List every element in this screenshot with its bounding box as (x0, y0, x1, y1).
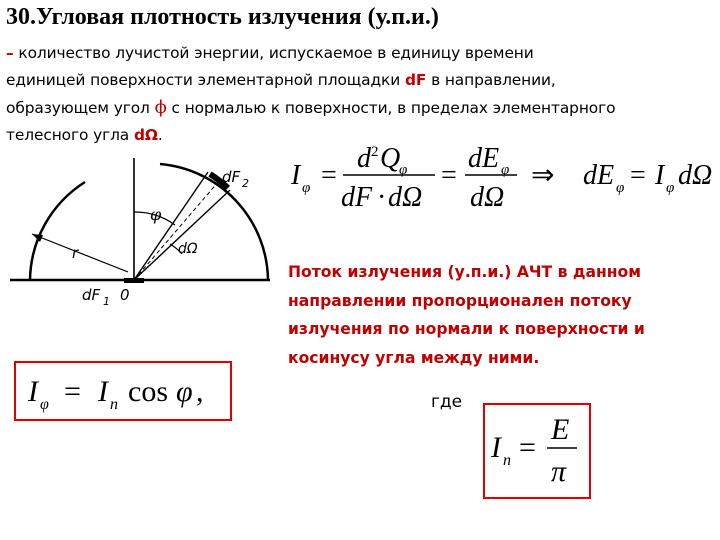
dOmega-term: dΩ (133, 126, 158, 144)
box2-I: I (491, 431, 501, 464)
normal-intensity-formula (485, 405, 588, 496)
denominator-dF: dF (341, 182, 373, 213)
numerator-dE: dE (468, 143, 500, 174)
rhs-dE: dE (583, 160, 615, 191)
box-I-phi: I (28, 375, 38, 408)
rhs-eq: = (630, 160, 646, 191)
cone-axis-dashed (134, 181, 219, 280)
cone-line-1 (134, 172, 208, 280)
cosine-law-formula (16, 363, 229, 418)
hemisphere-arc-left (30, 182, 85, 280)
numerator2-phi-sub: φ (501, 162, 510, 178)
label-dF1: dF (82, 286, 101, 304)
box-n-sub: n (110, 396, 118, 413)
normal-intensity-box (483, 403, 591, 499)
implies-arrow: ⇒ (531, 160, 555, 191)
cosine-law-box (14, 361, 232, 421)
description-line-2: единицей поверхности элементарной площадки dF в направлении, (6, 71, 556, 89)
rhs-I: I (655, 160, 665, 191)
where-label: где (431, 392, 463, 412)
formula-phi-sub: φ (302, 180, 311, 196)
proportionality-statement: Поток излучения (у.п.и.) АЧТ в данном направлении пропорционален потоку излучения по нормали к поверхности и косинусу угла между ними. (288, 263, 645, 367)
box2-E: E (551, 413, 570, 446)
numerator-d: d (357, 143, 371, 174)
slide-title: 30.Угловая плотность излучения (у.п.и.) (6, 4, 439, 30)
label-r: r (72, 244, 79, 262)
box-I-n: I (98, 375, 108, 408)
description (6, 40, 718, 149)
numerator-Q: Q (380, 143, 401, 174)
label-dF1-sub: 1 (103, 295, 110, 308)
label-phi: φ (150, 205, 162, 224)
rhs-phi-sub-1: φ (616, 180, 625, 196)
formula-I: I (291, 160, 301, 191)
box-cos: cos (128, 375, 168, 408)
formula-eq-1: = (321, 160, 337, 191)
numerator-phi-sub: φ (399, 162, 408, 178)
box2-pi: π (551, 455, 567, 488)
box-phi: φ (176, 375, 193, 408)
denominator-dOmega: dΩ (388, 182, 423, 213)
phi-term: ϕ (154, 97, 167, 118)
label-dF2-sub: 2 (242, 177, 249, 190)
label-dOmega: dΩ (178, 241, 198, 257)
box2-n-sub: n (503, 452, 511, 469)
description-dash: – (6, 44, 14, 62)
label-origin: 0 (120, 286, 130, 304)
dF1-patch (124, 278, 144, 283)
description-line-4: телесного угла dΩ. (6, 126, 163, 144)
numerator-sq: 2 (371, 144, 379, 160)
formula-eq-2: = (441, 160, 457, 191)
rhs-dOmega: dΩ (678, 160, 713, 191)
box-eq: = (64, 375, 81, 408)
hemisphere-arc-right (160, 164, 268, 280)
cone-line-2 (134, 190, 230, 280)
box-comma: , (196, 375, 204, 408)
label-dF2: dF (222, 168, 241, 186)
radius-line (32, 234, 128, 272)
description-line-3: образующем угол ϕ с нормалью к поверхности, в пределах элементарного (6, 97, 616, 118)
rhs-phi-sub-2: φ (666, 180, 675, 196)
box-phi-sub: φ (40, 396, 49, 413)
main-formula (285, 140, 717, 220)
hemisphere-diagram (10, 150, 280, 315)
description-line-1: – количество лучистой энергии, испускаемое в единицу времени (6, 44, 534, 62)
denominator2-dOmega: dΩ (470, 182, 505, 213)
box2-eq: = (519, 431, 536, 464)
dF-term: dF (404, 71, 427, 89)
denominator-dot: · (377, 182, 387, 213)
